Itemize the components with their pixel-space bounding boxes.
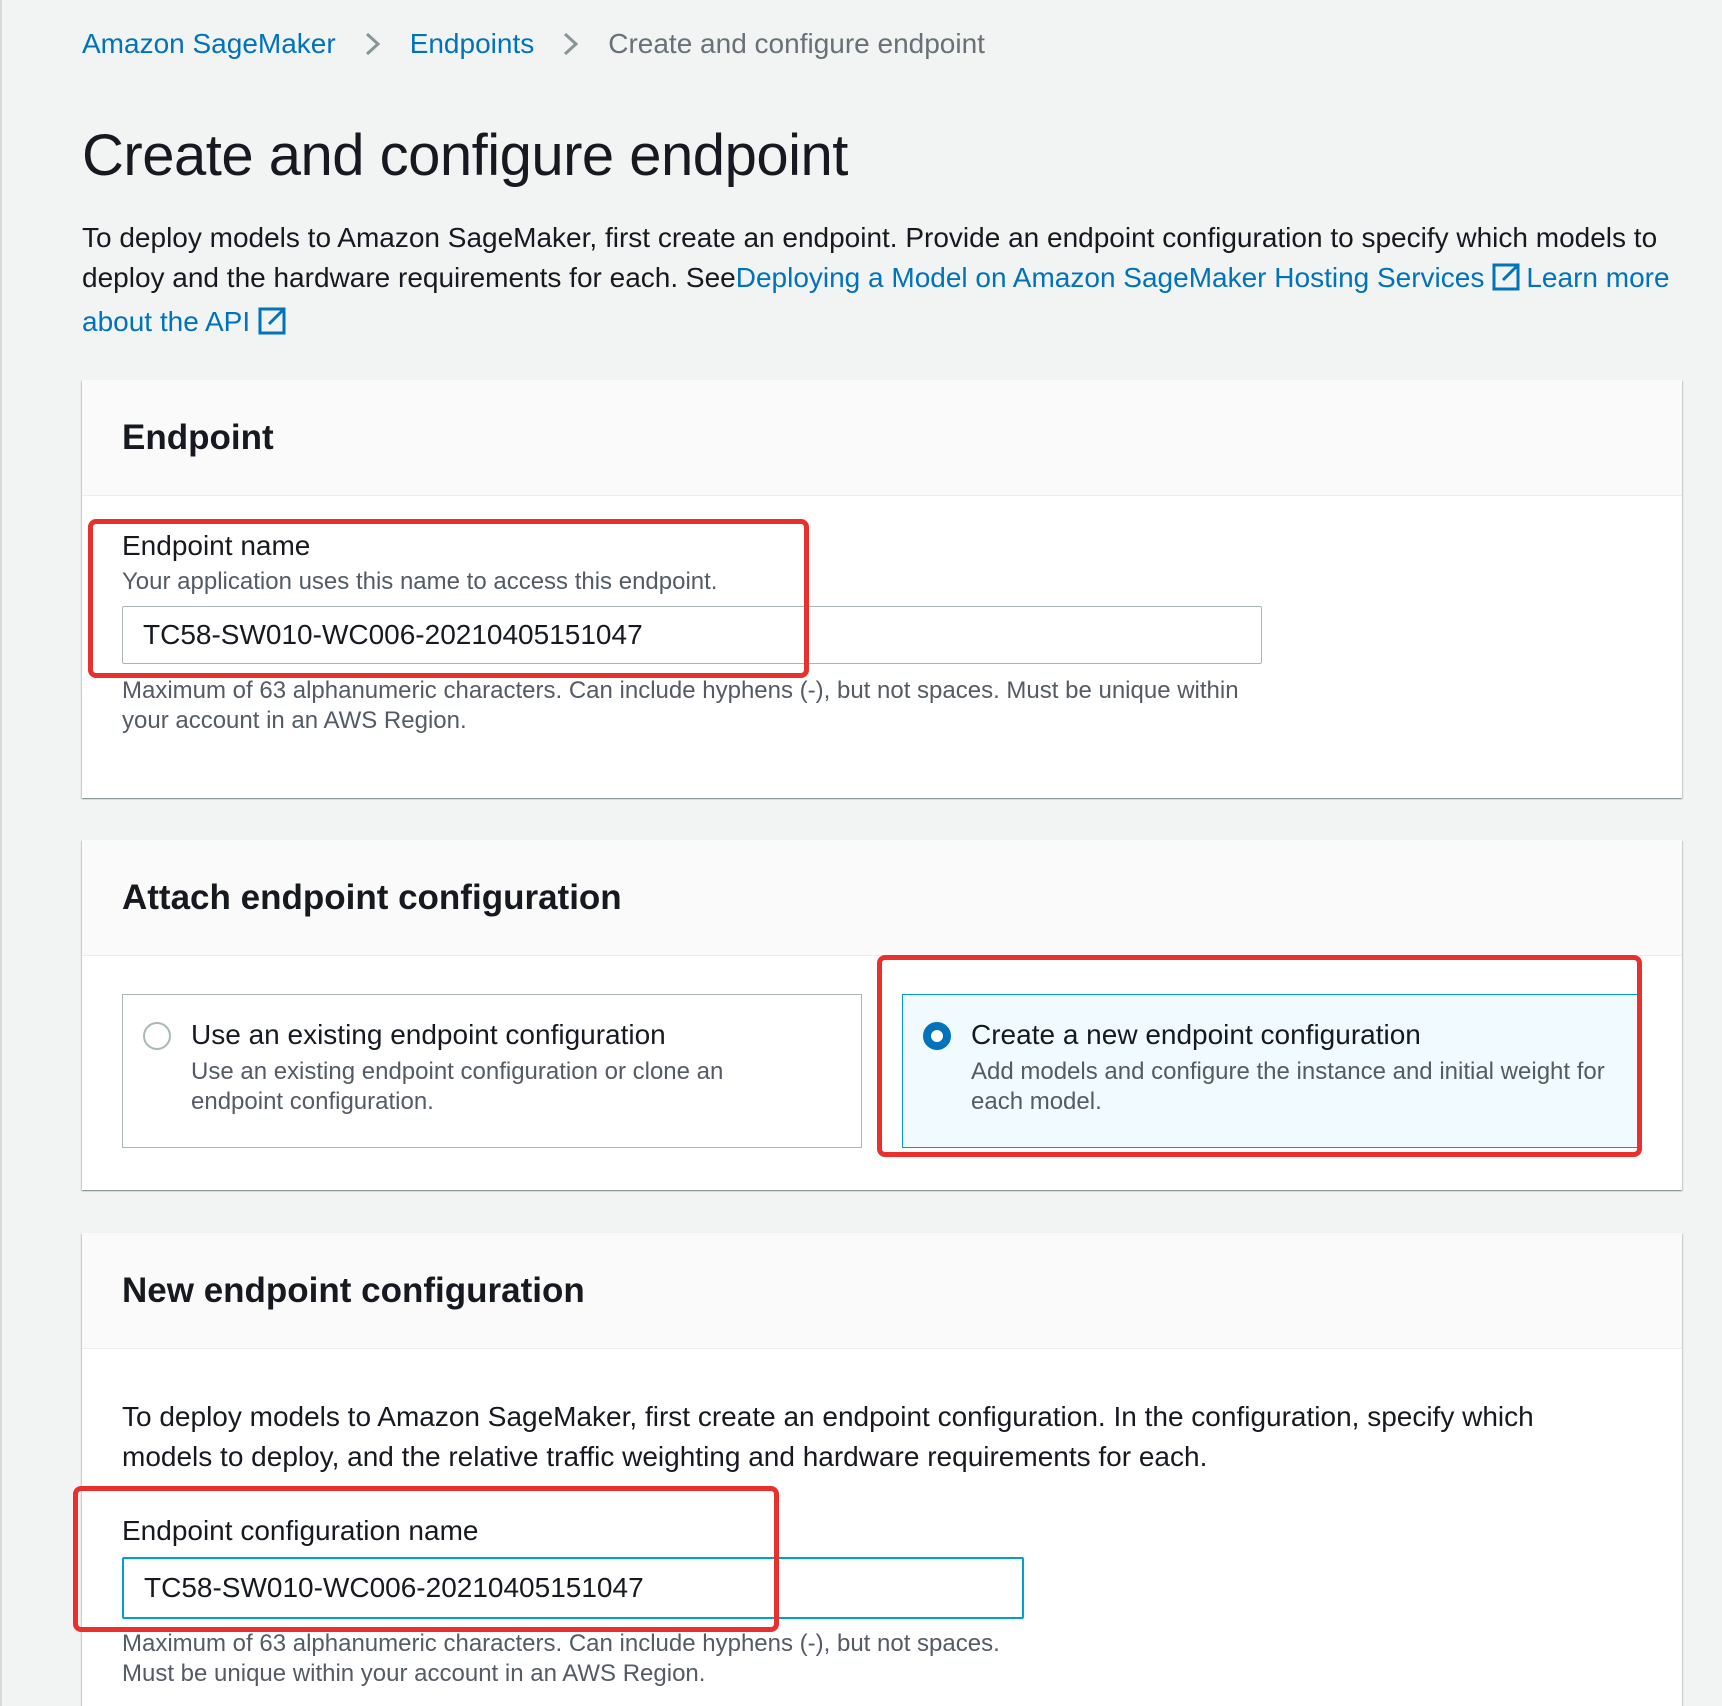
intro-text: To deploy models to Amazon SageMaker, first create an endpoint. Provide an endpoint configuration to specify which models to deploy and the hardware requirements for each. See: [82, 222, 1658, 293]
endpoint-name-constraint: Maximum of 63 alphanumeric characters. Can include hyphens (-), but not spaces. Must be unique within your account in an AWS Region.: [122, 677, 1239, 734]
new-config-panel-title: New endpoint configuration: [122, 1271, 585, 1310]
new-config-panel-body: [82, 1349, 1682, 1689]
use-existing-config-tile[interactable]: [122, 994, 862, 1148]
endpoint-name-label: Endpoint name: [122, 530, 311, 561]
new-config-intro: To deploy models to Amazon SageMaker, first create an endpoint configuration. In the configuration, specify which models to deploy, and the relative traffic weighting and hardware requirements for each.: [122, 1401, 1534, 1472]
endpoint-name-input[interactable]: [122, 606, 1262, 664]
endpoint-panel-header: [82, 380, 1682, 496]
breadcrumb-sagemaker[interactable]: Amazon SageMaker: [82, 28, 336, 59]
attach-config-panel: [82, 840, 1682, 1190]
attach-config-panel-title: Attach endpoint configuration: [122, 878, 622, 917]
use-existing-config-description: Use an existing endpoint configuration or clone an endpoint configuration.: [191, 1058, 724, 1115]
chevron-right-icon: [362, 29, 384, 59]
radio-checked-icon[interactable]: [923, 1022, 951, 1050]
page-intro: [82, 218, 1682, 346]
breadcrumb-endpoints[interactable]: Endpoints: [409, 28, 535, 59]
external-link-icon[interactable]: [1492, 262, 1520, 302]
new-config-panel: [82, 1233, 1682, 1706]
endpoint-panel: [82, 380, 1682, 798]
external-link-icon[interactable]: [258, 306, 286, 346]
create-new-config-description: Add models and configure the instance and initial weight for each model.: [971, 1058, 1605, 1115]
config-name-input[interactable]: [122, 1557, 1024, 1619]
new-config-panel-header: [82, 1233, 1682, 1349]
config-name-constraint: [122, 1629, 1642, 1689]
create-new-config-text: [971, 1019, 1611, 1123]
chevron-right-icon: [560, 29, 582, 59]
endpoint-name-description: Your application uses this name to access this endpoint.: [122, 568, 718, 595]
endpoint-panel-body: [82, 496, 1682, 736]
create-new-config-tile[interactable]: [902, 994, 1642, 1148]
breadcrumb: [82, 28, 985, 60]
endpoint-panel-title: Endpoint: [122, 418, 274, 457]
hosting-services-link[interactable]: Deploying a Model on Amazon SageMaker Hosting Services: [735, 262, 1485, 293]
radio-unchecked-icon[interactable]: [143, 1022, 171, 1050]
page-title: Create and configure endpoint: [82, 123, 848, 188]
config-name-constraint-line: Maximum of 63 alphanumeric characters. Can include hyphens (-), but not spaces.: [122, 1630, 1000, 1657]
config-name-label: Endpoint configuration name: [122, 1515, 479, 1546]
use-existing-config-title: Use an existing endpoint configuration: [191, 1019, 666, 1050]
config-name-constraint-line: Must be unique within your account in an AWS Region.: [122, 1660, 706, 1687]
attach-config-panel-header: [82, 840, 1682, 956]
use-existing-config-text: [191, 1019, 781, 1123]
create-new-config-title: Create a new endpoint configuration: [971, 1019, 1421, 1050]
breadcrumb-current: Create and configure endpoint: [608, 28, 985, 59]
learn-api-link[interactable]: Learn more about the API: [82, 262, 1670, 337]
